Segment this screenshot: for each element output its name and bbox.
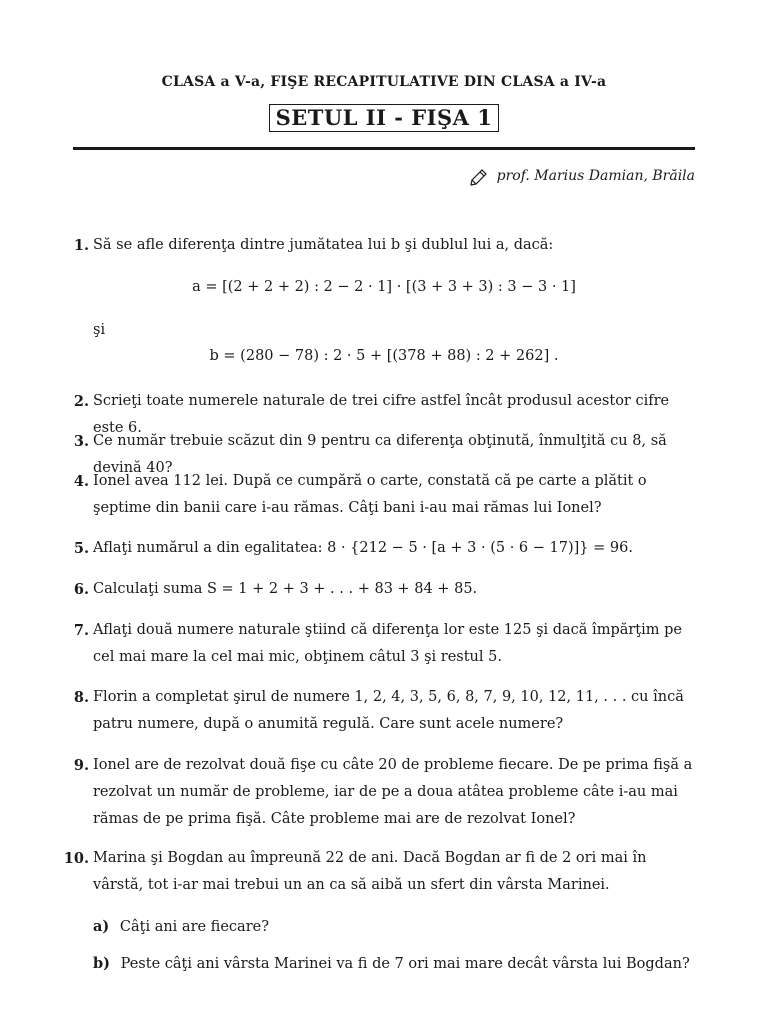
subquestion-label: b): [93, 955, 110, 972]
subquestion-b: [93, 955, 695, 972]
problem-8: [73, 684, 695, 738]
problem-text: Aflaţi două numere naturale ştiind că diferenţa lor este 125 şi dacă împărţim pe cel mai mare la cel mai mic, obţinem câtul 3 şi restul 5.: [93, 622, 682, 665]
problem-number: 1.: [73, 237, 89, 254]
problem-text: Să se afle diferenţa dintre jumătatea lui b şi dublul lui a, dacă:: [93, 237, 554, 253]
problem-number: 10.: [63, 850, 89, 867]
problem-number: 7.: [73, 622, 89, 639]
problem-7: [73, 617, 695, 671]
problem-text: Florin a completat şirul de numere 1, 2, 4, 3, 5, 6, 8, 7, 9, 10, 12, 11, . . . cu încă patru numere, după o anumită regulă. Care sunt acele numere?: [93, 689, 684, 732]
title-container: [0, 104, 768, 132]
subquestion-label: a): [93, 918, 110, 935]
problem-number: 2.: [73, 393, 89, 410]
problem-number: 4.: [73, 473, 89, 490]
problem-number: 8.: [73, 689, 89, 706]
problem-4: [73, 468, 695, 522]
problem-text: Ce număr trebuie scăzut din 9 pentru ca diferenţa obţinută, înmulţită cu 8, să devină 40?: [93, 433, 667, 476]
problem-text: Ionel avea 112 lei. După ce cumpără o carte, constată că pe carte a plătit o şeptime din banii care i-au rămas. Câţi bani i-au mai rămas lui Ionel?: [93, 473, 647, 516]
problem-number: 9.: [73, 757, 89, 774]
problem-6: [73, 576, 695, 603]
pencil-icon: [469, 166, 489, 186]
problem-text: Calculaţi suma S = 1 + 2 + 3 + . . . + 83 + 84 + 85.: [93, 581, 478, 597]
header-divider: [73, 147, 695, 150]
problem-text: Ionel are de rezolvat două fişe cu câte 20 de probleme fiecare. De pe prima fişă a rezolvat un număr de probleme, iar de pe a doua atâtea probleme câte i-au mai rămas de pe prima fişă. Câte probleme mai are de rezolvat Ionel?: [93, 757, 693, 827]
author-line: [469, 166, 695, 186]
class-heading: CLASA a V-a, FIŞE RECAPITULATIVE DIN CLASA a IV-a: [161, 74, 607, 90]
problem-number: 5.: [73, 540, 89, 557]
problem-9: [73, 752, 695, 833]
equation-b: b = (280 − 78) : 2 · 5 + [(378 + 88) : 2 + 262] .: [209, 348, 559, 364]
subquestion-a: [93, 918, 695, 935]
subquestion-text: Câţi ani are fiecare?: [119, 919, 269, 935]
problem-1: [73, 232, 695, 259]
problem-10: [63, 845, 695, 899]
problem-5: [73, 535, 695, 562]
worksheet-title: SETUL II - FIŞA 1: [269, 104, 500, 132]
problem-number: 6.: [73, 581, 89, 598]
problem-text: Scrieţi toate numerele naturale de trei cifre astfel încât produsul acestor cifre este 6.: [93, 393, 670, 436]
problem-text: Marina şi Bogdan au împreună 22 de ani. Dacă Bogdan ar fi de 2 ori mai în vârstă, tot i-ar mai trebui un an ca să aibă un sfert din vârsta Marinei.: [93, 850, 647, 893]
conjunction-si: şi: [93, 322, 106, 338]
author-name: prof. Marius Damian, Brăila: [496, 168, 695, 184]
equation-a: a = [(2 + 2 + 2) : 2 − 2 · 1] · [(3 + 3 + 3) : 3 − 3 · 1]: [192, 279, 576, 295]
problem-text: Aflaţi numărul a din egalitatea: 8 · {212 − 5 · [a + 3 · (5 · 6 − 17)]} = 96.: [93, 540, 633, 556]
problem-number: 3.: [73, 433, 89, 450]
subquestion-text: Peste câţi ani vârsta Marinei va fi de 7 ori mai mare decât vârsta lui Bogdan?: [120, 956, 690, 972]
